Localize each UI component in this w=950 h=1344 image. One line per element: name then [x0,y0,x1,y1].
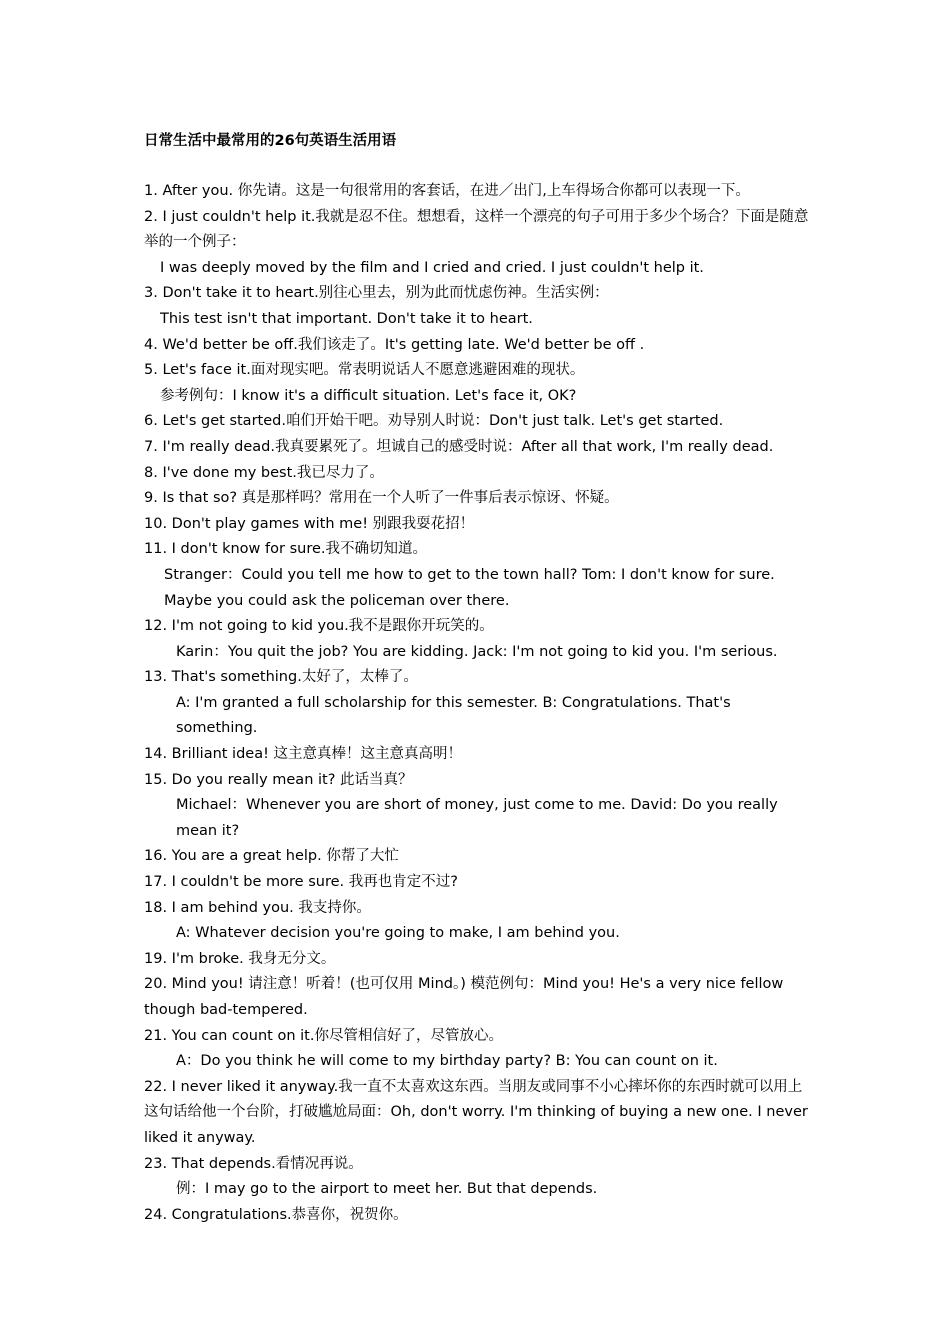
phrase-line: 13. That's something.太好了，太棒了。 [144,669,418,686]
example-line: A: I'm granted a full scholarship for this semester. B: Congratulations. That's something. [176,694,731,737]
example-line: A: Whatever decision you're going to make, I am behind you. [176,925,620,942]
phrase-line: 22. I never liked it anyway.我一直不太喜欢这东西。当朋友或同事不小心摔坏你的东西时就可以用上这句话给他一个台阶，打破尴尬局面：Oh, don't worry. I'm thinking of buying a new one. I never liked it anyway. [144,1078,808,1146]
example-line: Karin：You quit the job? You are kidding. Jack: I'm not going to kid you. I'm serious. [176,643,778,660]
example-line: Stranger：Could you tell me how to get to the town hall? Tom: I don't know for sure. Maybe you could ask the policeman over there. [164,566,775,609]
example-line: 例：I may go to the airport to meet her. But that depends. [176,1181,598,1198]
phrase-line: 6. Let's get started.咱们开始干吧。劝导别人时说：Don't just talk. Let's get started. [144,413,724,430]
example-line: I was deeply moved by the film and I cried and cried. I just couldn't help it. [160,259,704,276]
phrase-line: 20. Mind you! 请注意！听着！(也可仅用 Mind。) 模范例句：Mind you! He's a very nice fellow though bad-tempered. [144,976,784,1018]
phrase-line: 3. Don't take it to heart.别往心里去，别为此而忧虑伤神。生活实例： [144,285,609,302]
phrase-line: 1. After you. 你先请。这是一句很常用的客套话，在进／出门,上车得场合你都可以表现一下。 [144,183,750,199]
phrase-line: 11. I don't know for sure.我不确切知道。 [144,541,427,558]
example-line: Michael：Whenever you are short of money, just come to me. David: Do you really mean it? [176,797,778,839]
phrase-line: 4. We'd better be off.我们该走了。It's getting late. We'd better be off . [144,336,645,353]
phrase-line: 24. Congratulations.恭喜你，祝贺你。 [144,1206,408,1223]
phrase-line: 18. I am behind you. 我支持你。 [144,899,371,916]
phrase-line: 21. You can count on it.你尽管相信好了，尽管放心。 [144,1027,503,1044]
document-title: 日常生活中最常用的26句英语生活用语 [144,133,397,149]
example-line: 参考例句：I know it's a difficult situation. Let's face it, OK? [160,387,577,404]
phrase-line: 2. I just couldn't help it.我就是忍不住。想想看，这样一个漂亮的句子可用于多少个场合？下面是随意举的一个例子： [144,208,809,251]
phrase-line: 16. You are a great help. 你帮了大忙 [144,848,399,865]
phrase-line: 10. Don't play games with me! 别跟我耍花招！ [144,515,475,532]
phrase-line: 15. Do you really mean it? 此话当真？ [144,771,413,788]
phrase-line: 12. I'm not going to kid you.我不是跟你开玩笑的。 [144,618,494,635]
phrase-line: 17. I couldn't be more sure. 我再也肯定不过? [144,874,458,891]
phrase-line: 9. Is that so? 真是那样吗？常用在一个人听了一件事后表示惊讶、怀疑。 [144,490,619,507]
phrase-line: 7. I'm really dead.我真要累死了。坦诚自己的感受时说：After all that work, I'm really dead. [144,438,774,455]
phrase-line: 19. I'm broke. 我身无分文。 [144,950,336,967]
phrase-line: 23. That depends.看情况再说。 [144,1155,363,1172]
phrase-line: 14. Brilliant idea! 这主意真棒！这主意真高明！ [144,746,463,763]
document-body [144,128,812,1228]
phrase-line: 5. Let's face it.面对现实吧。常表明说话人不愿意逃避困难的现状。 [144,362,585,379]
phrase-line: 8. I've done my best.我已尽力了。 [144,464,384,481]
phrase-list [144,179,812,1228]
example-line: A：Do you think he will come to my birthday party? B: You can count on it. [176,1053,718,1070]
example-line: This test isn't that important. Don't take it to heart. [160,310,533,327]
